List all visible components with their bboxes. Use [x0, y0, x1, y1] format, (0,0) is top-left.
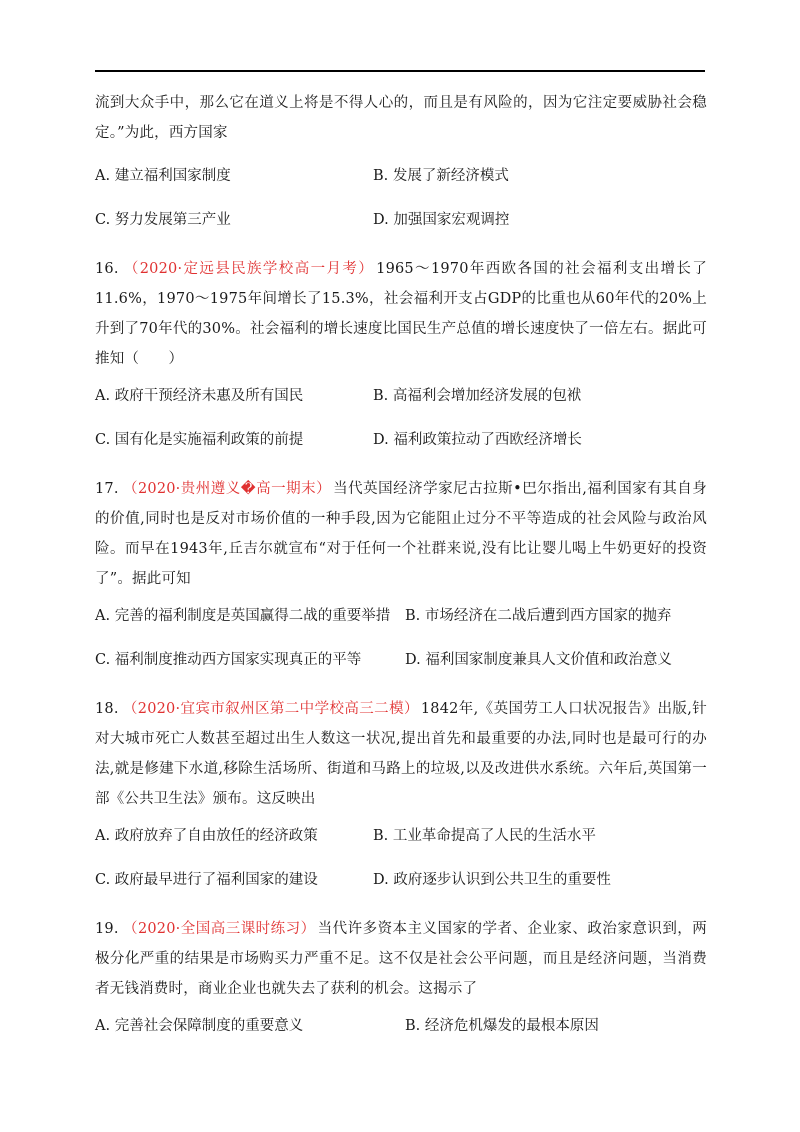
question-18-number: 18.: [95, 701, 119, 717]
question-17-option-b[interactable]: B. 市场经济在二战后遭到西方国家的抛弃: [405, 608, 672, 624]
question-15-options-row-1: [95, 154, 707, 198]
question-16-option-a[interactable]: A. 政府干预经济未惠及所有国民: [95, 388, 304, 404]
question-18-option-d[interactable]: D. 政府逐步认识到公共卫生的重要性: [373, 872, 611, 888]
question-18-option-b[interactable]: B. 工业革命提高了人民的生活水平: [373, 828, 596, 844]
question-19-source: （2020·全国高三课时练习）: [122, 921, 316, 937]
question-18-options-row-1: [95, 814, 707, 858]
question-15-option-d[interactable]: D. 加强国家宏观调控: [373, 212, 510, 228]
question-19: [95, 914, 707, 1004]
question-17-options-row-1: [95, 594, 707, 638]
question-18-option-a[interactable]: A. 政府放弃了自由放任的经济政策: [95, 828, 318, 844]
question-15-continuation-text: 流到大众手中，那么它在道义上将是不得人心的，而且是有风险的，因为它注定要威胁社会稳定。”为此，西方国家: [95, 95, 707, 141]
question-16-options-row-2: [95, 418, 707, 462]
question-17-option-d[interactable]: D. 福利国家制度兼具人文价值和政治意义: [405, 652, 672, 668]
question-16-option-c[interactable]: C. 国有化是实施福利政策的前提: [95, 432, 304, 448]
question-16-number: 16.: [95, 261, 119, 277]
header-rule: [95, 70, 705, 72]
question-19-option-a[interactable]: A. 完善社会保障制度的重要意义: [95, 1018, 304, 1034]
question-17-text: 当代英国经济学家尼古拉斯•巴尔指出,福利国家有其自身的价值,同时也是反对市场价值的一种手段,因为它能阻止过分不平等造成的社会风险与政治风险。而早在1943年,丘吉尔就宣布“对于任何一个社群来说,没有比让婴儿喝上牛奶更好的投资了”。据此可知: [95, 481, 707, 587]
question-15-option-c[interactable]: C. 努力发展第三产业: [95, 212, 231, 228]
question-16-options-row-1: [95, 374, 707, 418]
question-16: [95, 254, 707, 374]
question-19-number: 19.: [95, 921, 119, 937]
question-19-option-b[interactable]: B. 经济危机爆发的最根本原因: [405, 1018, 599, 1034]
question-19-options-row-1: [95, 1004, 707, 1048]
question-17-option-a[interactable]: A. 完善的福利制度是英国赢得二战的重要举措: [95, 608, 391, 624]
question-16-source: （2020·定远县民族学校高一月考）: [122, 261, 375, 277]
question-15-options-row-2: [95, 198, 707, 242]
question-18-source: （2020·宜宾市叙州区第二中学校高三二模）: [122, 701, 419, 717]
question-15-option-a[interactable]: A. 建立福利国家制度: [95, 168, 231, 184]
question-16-text: 1965～1970年西欧各国的社会福利支出增长了11.6%，1970～1975年间增长了15.3%，社会福利开支占GDP的比重也从60年代的20%上升到了70年代的30%。社会福利的增长速度比国民生产总值的增长速度快了一倍左右。据此可推知（ ）: [95, 261, 708, 367]
question-16-option-d[interactable]: D. 福利政策拉动了西欧经济增长: [373, 432, 582, 448]
question-17-number: 17.: [95, 481, 119, 497]
question-19-text: 当代许多资本主义国家的学者、企业家、政治家意识到，两极分化严重的结果是市场购买力严重不足。这不仅是社会公平问题，而且是经济问题，当消费者无钱消费时，商业企业也就失去了获利的机会。这揭示了: [95, 921, 707, 997]
question-16-option-b[interactable]: B. 高福利会增加经济发展的包袱: [373, 388, 582, 404]
question-17: [95, 474, 707, 594]
document-body: [95, 88, 707, 1048]
question-18-text: 1842年,《英国劳工人口状况报告》出版,针对大城市死亡人数甚至超过出生人数这一状况,提出首先和最重要的办法,同时也是最可行的办法,就是修建下水道,移除生活场所、街道和马路上的垃圾,以及改进供水系统。六年后,英国第一部《公共卫生法》颁布。这反映出: [95, 701, 707, 807]
question-18: [95, 694, 707, 814]
question-17-source: （2020·贵州遵义�高一期末）: [122, 481, 332, 497]
question-17-option-c[interactable]: C. 福利制度推动西方国家实现真正的平等: [95, 652, 362, 668]
question-15-option-b[interactable]: B. 发展了新经济模式: [373, 168, 509, 184]
question-17-options-row-2: [95, 638, 707, 682]
question-18-options-row-2: [95, 858, 707, 902]
question-18-option-c[interactable]: C. 政府最早进行了福利国家的建设: [95, 872, 318, 888]
